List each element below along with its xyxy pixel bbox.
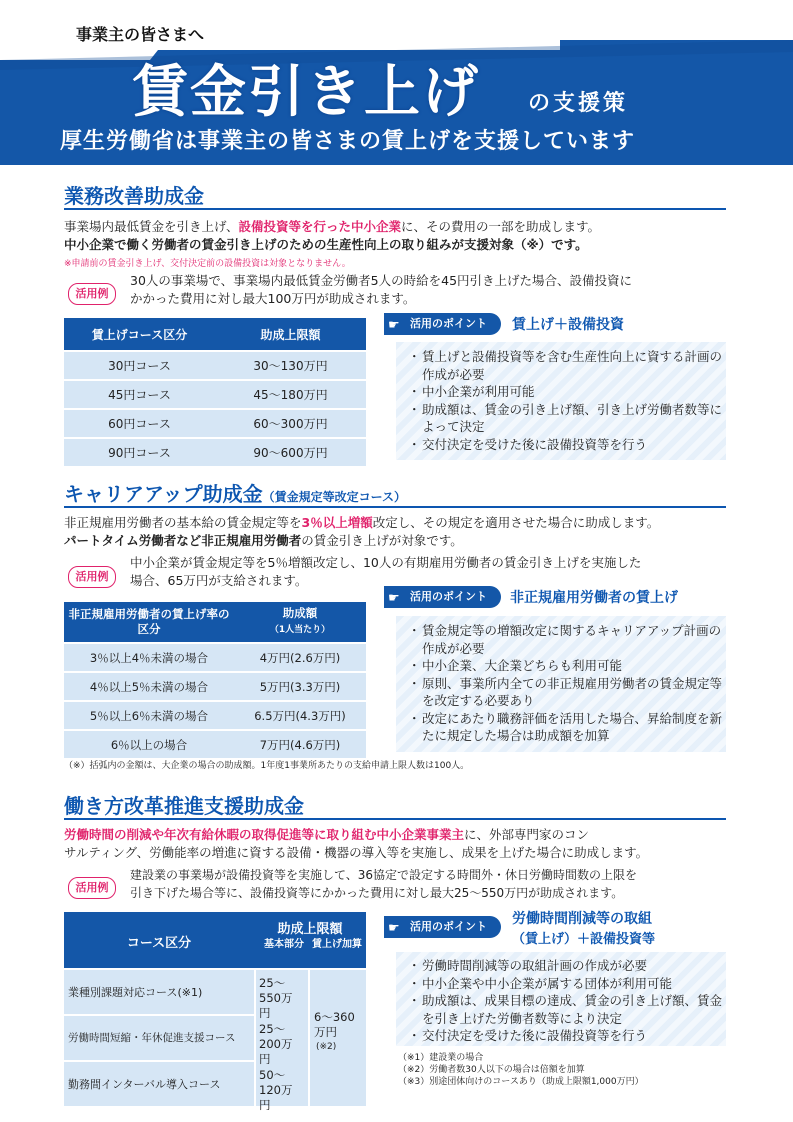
list-item: ・ 改定にあたり職務評価を活用した場合、昇給制度を新たに規定した場合は助成額を加算: [410, 710, 726, 745]
section3-description-line2: サルティング、労働能率の増進に資する設備・機器の導入等を実施し、成果を上げた場合に助成します。: [64, 845, 649, 860]
section3-example-line2: 引き下げた場合等に、設備投資等にかかった費用に対し最大25～550万円が助成されます。: [130, 886, 624, 900]
table-header: 助成上限額: [277, 922, 343, 937]
section1-note: ※申請前の賃金引き上げ、交付決定前の設備投資は対象となりません。: [64, 259, 351, 269]
section3-point-title-line2: （賃上げ）＋設備投資等: [512, 932, 656, 947]
example-badge: 活用例: [68, 283, 116, 305]
section2-point-title: 非正規雇用労働者の賃上げ: [510, 590, 678, 606]
pointing-hand-icon: ☛: [388, 591, 400, 606]
table-header: 賃上げ加算: [312, 939, 362, 950]
table-row: 60円コース 60～300万円: [64, 410, 366, 437]
section1-title: 業務改善助成金: [64, 184, 204, 208]
table-row: 6％以上の場合 7万円(4.6万円): [64, 731, 366, 758]
page-title-suffix: の支援策: [528, 91, 629, 116]
section3-example-line1: 建設業の事業場が設備投資等を実施して、36協定で設定する時間外・休日労働時間数の上限を: [130, 868, 638, 882]
section3-table: コース区分 助成上限額 基本部分 賃上げ加算 業種別課題対応コース(※1) 労働時間短縮・年休促進支援コース 勤務間インターバル導入コース 25～550万円 25～200万円 50～120万円 6～360万円 (※2): [64, 912, 366, 1114]
table-header: 基本部分: [264, 939, 304, 950]
section3-description-line1: 労働時間の削減や年次有給休暇の取得促進等に取り組む中小企業事業主に、外部専門家のコン: [64, 827, 590, 842]
section3-rule: [64, 818, 726, 820]
example-badge: 活用例: [68, 877, 116, 899]
point-tag: ☛ 活用のポイント: [384, 916, 501, 938]
section2-title: キャリアアップ助成金（賃金規定等改定コース）: [64, 482, 407, 506]
table-row: 5％以上6％未満の場合 6.5万円(4.3万円): [64, 702, 366, 729]
section2-target: パートタイム労働者など非正規雇用労働者の賃金引き上げが対象です。: [64, 533, 463, 548]
table-header: 賃上げコース区分: [64, 318, 215, 350]
section3-notes: （※1）建設業の場合 （※2）労働者数30人以下の場合は倍額を加算 （※3）別途団体向けのコースあり（助成上限額1,000万円）: [398, 1053, 644, 1087]
section3-title: 働き方改革推進支援助成金: [64, 794, 304, 818]
section3-points: [396, 952, 726, 1046]
pointing-hand-icon: ☛: [388, 921, 400, 936]
point-tag: ☛ 活用のポイント: [384, 586, 501, 608]
table-row: 30円コース 30～130万円: [64, 352, 366, 379]
table-row: 4％以上5％未満の場合 5万円(3.3万円): [64, 673, 366, 700]
section2-rule: [64, 506, 726, 508]
page-title: 賃金引き上げ: [132, 60, 480, 125]
header-recipient: 事業主の皆さまへ: [76, 25, 205, 44]
section2-description: 非正規雇用労働者の基本給の賃金規定等を3％以上増額改定し、その規定を適用させた場合に助成します。: [64, 515, 660, 530]
header: [0, 0, 793, 165]
table-row: 45円コース 45～180万円: [64, 381, 366, 408]
section1-target: 中小企業で働く労働者の賃金引き上げのための生産性向上の取り組みが支援対象（※）です。: [64, 237, 588, 252]
table-row: 3％以上4％未満の場合 4万円(2.6万円): [64, 644, 366, 671]
table-header: 非正規雇用労働者の賃上げ率の区分: [64, 602, 234, 642]
section1-points: [396, 342, 726, 460]
list-item: ・ 中小企業が利用可能: [410, 383, 726, 401]
section3-point-title-line1: 労働時間削減等の取組: [512, 911, 652, 927]
page-subtitle: 厚生労働省は事業主の皆さまの賃上げを支援しています: [60, 129, 636, 154]
section1-table: [64, 316, 366, 468]
list-item: ・ 賃金規定等の増額改定に関するキャリアアップ計画の作成が必要: [410, 622, 726, 657]
list-item: ・ 原則、事業所内全ての非正規雇用労働者の賃金規定等を改定する必要あり: [410, 675, 726, 710]
example-badge: 活用例: [68, 566, 116, 588]
list-item: ・ 助成額は、成果目標の達成、賃金の引き上げ額、賃金を引き上げた労働者数等により決定: [410, 992, 726, 1027]
table-row: 90円コース 90～600万円: [64, 439, 366, 466]
point-tag: ☛ 活用のポイント: [384, 313, 501, 335]
section1-description: 事業場内最低賃金を引き上げ、設備投資等を行った中小企業に、その費用の一部を助成します。: [64, 219, 601, 234]
section1-point-title: 賃上げ＋設備投資: [512, 317, 624, 333]
section2-example-line2: 場合、65万円が支給されます。: [130, 573, 308, 588]
list-item: ・ 交付決定を受けた後に設備投資等を行う: [410, 1027, 726, 1045]
section2-table: [64, 600, 366, 760]
section1-rule: [64, 208, 726, 210]
list-item: ・ 労働時間削減等の取組計画の作成が必要: [410, 957, 726, 975]
table-header: 助成額 （1人当たり）: [234, 602, 366, 642]
list-item: ・ 交付決定を受けた後に設備投資等を行う: [410, 436, 726, 454]
table-header: 助成上限額: [215, 318, 366, 350]
section2-example-line1: 中小企業が賃金規定等を5％増額改定し、10人の有期雇用労働者の賃金引き上げを実施した: [130, 555, 642, 570]
list-item: ・ 中小企業や中小企業が属する団体が利用可能: [410, 975, 726, 993]
section1-example-line1: 30人の事業場で、事業場内最低賃金労働者5人の時給を45円引き上げた場合、設備投資に: [130, 273, 633, 288]
section1-example-line2: かかった費用に対し最大100万円が助成されます。: [130, 291, 416, 306]
section2-points: [396, 616, 726, 752]
pointing-hand-icon: ☛: [388, 318, 400, 333]
list-item: ・ 賃上げと設備投資等を含む生産性向上に資する計画の作成が必要: [410, 348, 726, 383]
section2-footnote: （※）括弧内の金額は、大企業の場合の助成額。1年度1事業所あたりの支給申請上限人数は100人。: [64, 761, 470, 771]
list-item: ・ 助成額は、賃金の引き上げ額、引き上げ労働者数等によって決定: [410, 401, 726, 436]
list-item: ・ 中小企業、大企業どちらも利用可能: [410, 657, 726, 675]
table-header: コース区分: [126, 936, 192, 951]
